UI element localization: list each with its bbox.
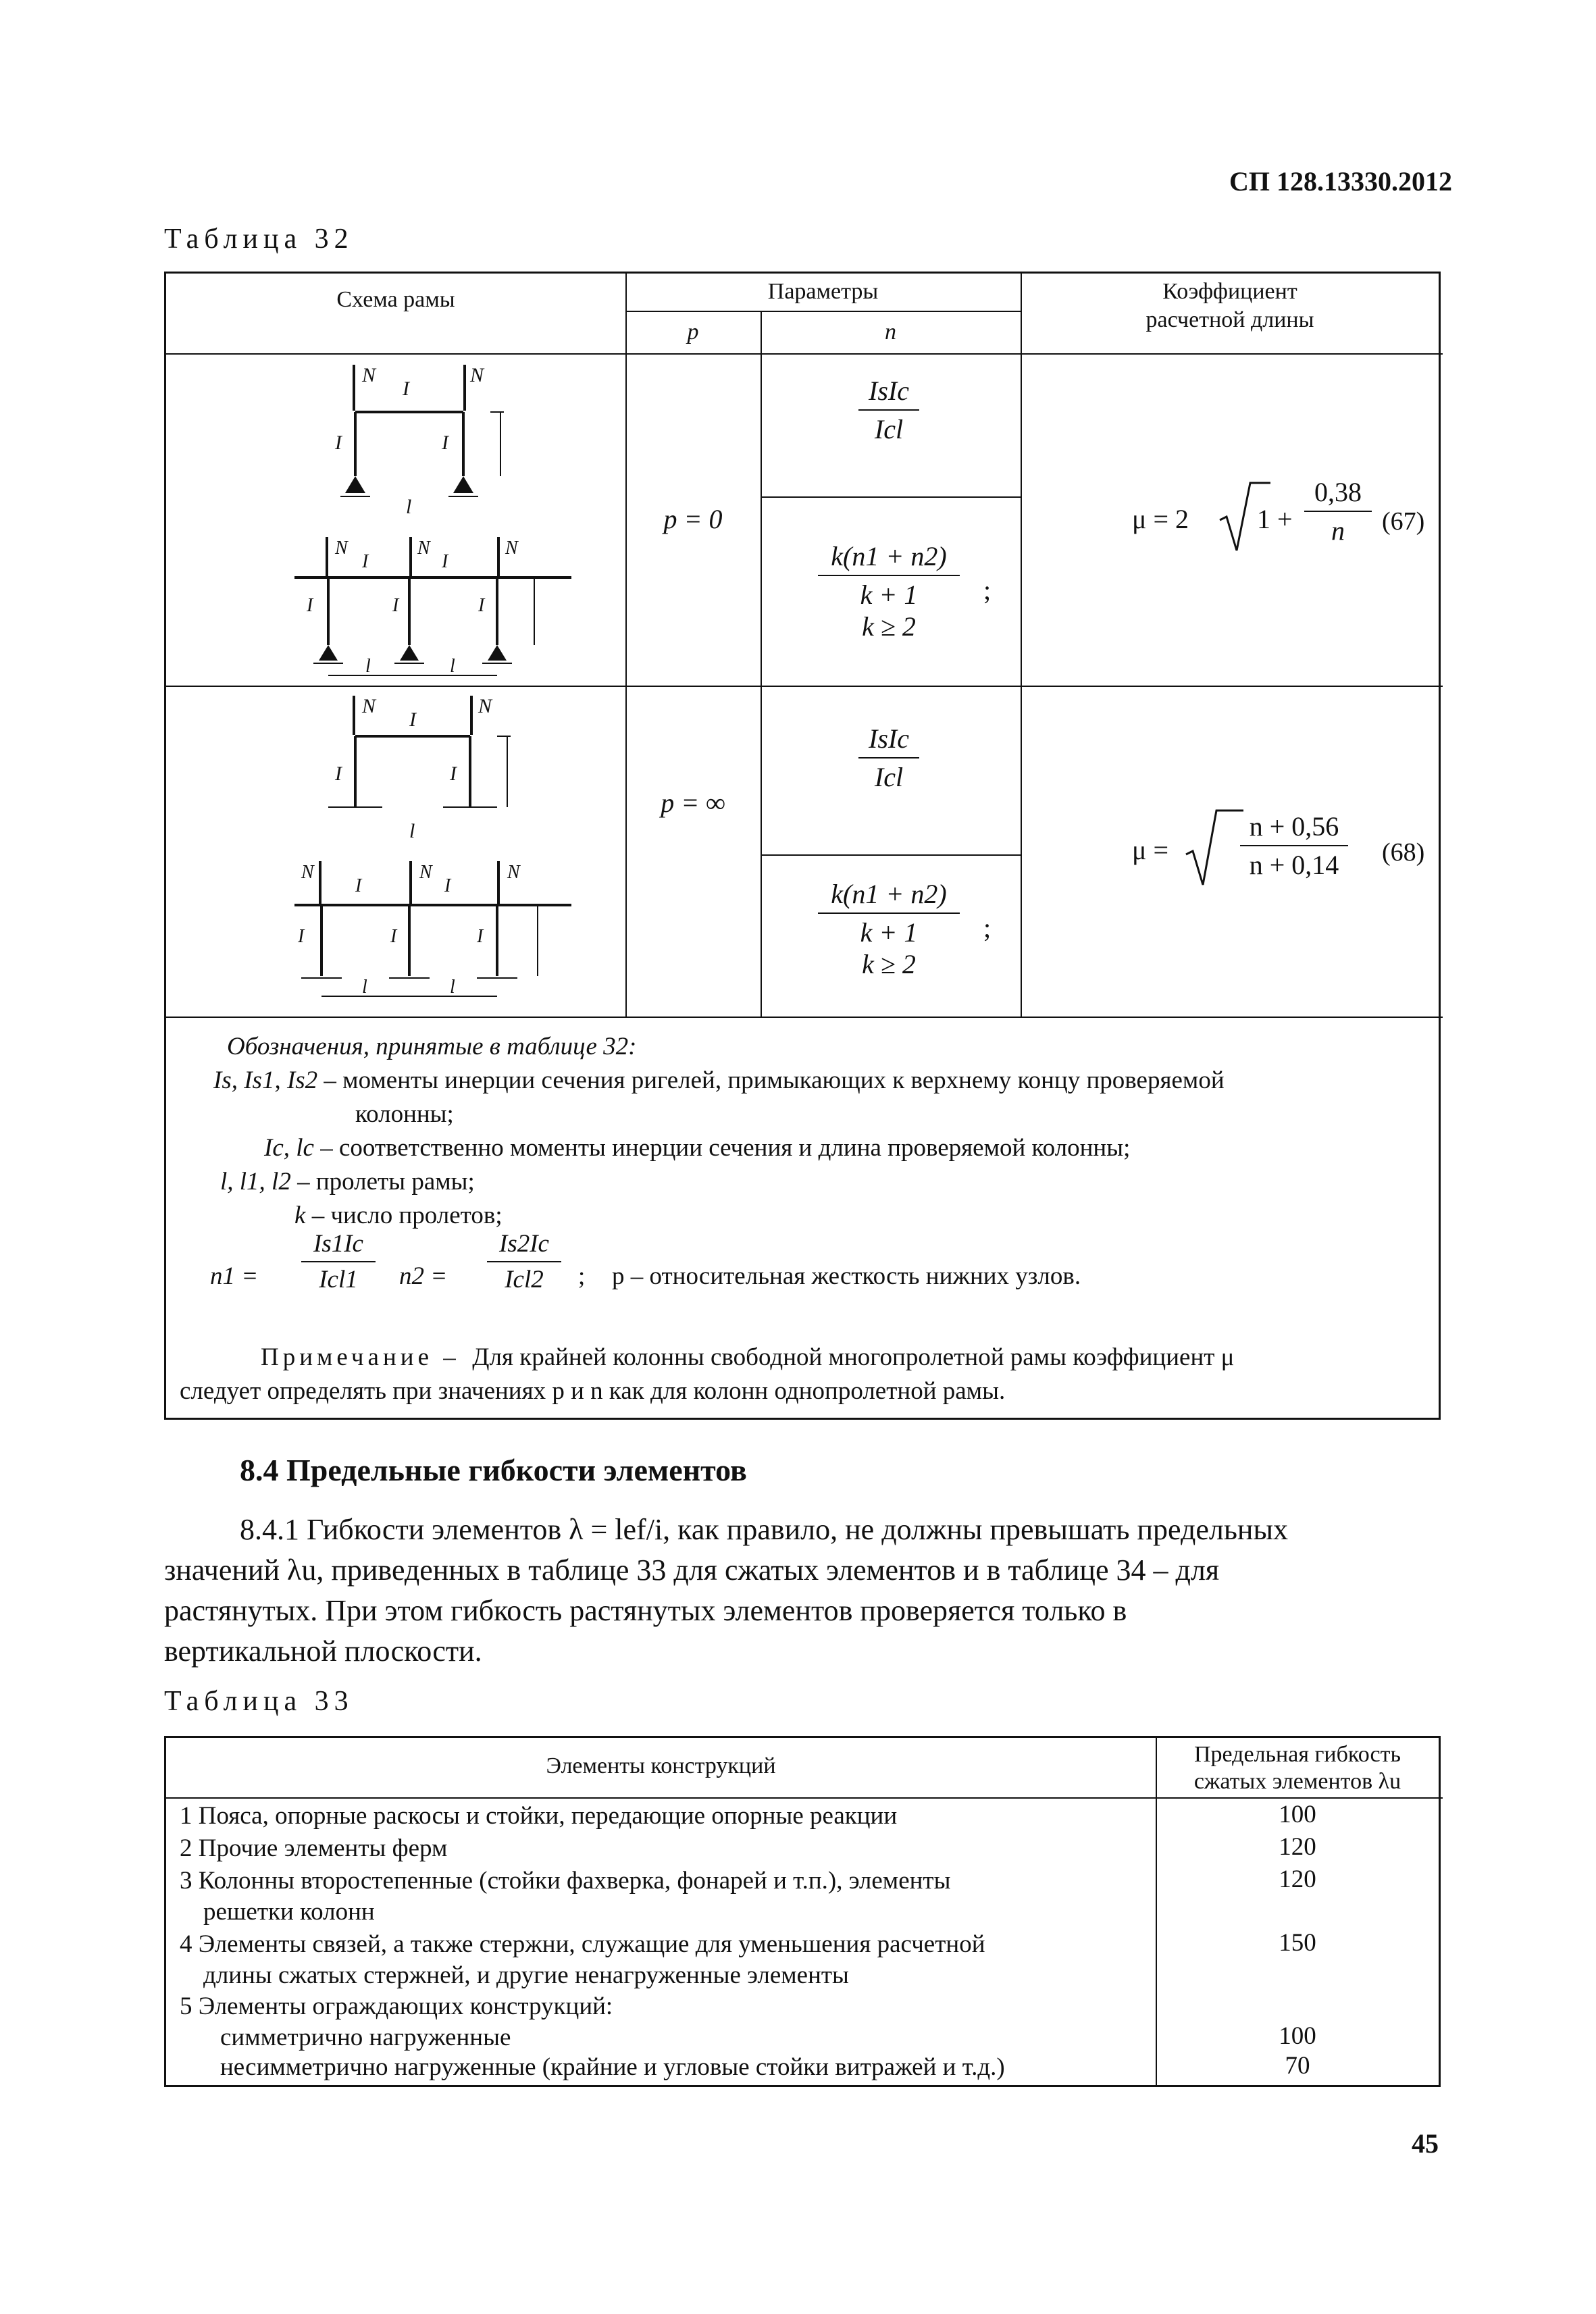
- svg-text:I: I: [442, 432, 448, 454]
- t33-header-elements: Элементы конструкций: [546, 1753, 776, 1778]
- svg-text:N: N: [362, 364, 376, 386]
- svg-text:I: I: [392, 595, 399, 616]
- document-code: СП 128.13330.2012: [1229, 166, 1452, 197]
- table-row: несимметрично нагруженные (крайние и угловые стойки витражей и т.д.): [220, 2053, 1005, 2081]
- notes-title: Обозначения, принятые в таблице 32:: [227, 1033, 637, 1060]
- svg-text:I: I: [477, 926, 484, 947]
- page-number: 45: [1412, 2128, 1439, 2159]
- svg-text:l: l: [450, 656, 455, 677]
- header-coef-2: расчетной длины: [1145, 307, 1314, 332]
- t33-header-limit-1: Предельная гибкость: [1193, 1742, 1401, 1767]
- n2-frac: Is2Ic Icl2: [477, 1229, 571, 1294]
- header-params: Параметры: [767, 279, 879, 304]
- eq-number-68: (68): [1382, 838, 1425, 867]
- svg-text:I: I: [478, 595, 485, 616]
- row1-mu-prefix: μ = 2: [1132, 504, 1189, 534]
- table-row: симметрично нагруженные: [220, 2024, 511, 2051]
- svg-text:I: I: [362, 551, 369, 572]
- svg-text:I: I: [442, 551, 448, 572]
- table-row: 2 Прочие элементы ферм: [180, 1834, 448, 1862]
- frame-diagram-single-span-fixed: [267, 689, 619, 1013]
- notes-line4: k – число пролетов;: [294, 1202, 503, 1229]
- notes-line2: Ic, lc – соответственно моменты инерции сечения и длина проверяемой колонны;: [264, 1134, 1131, 1162]
- table-row: 4 Элементы связей, а также стержни, служащие для уменьшения расчетной: [180, 1930, 985, 1958]
- header-coef-1: Коэффициент: [1162, 279, 1297, 304]
- svg-text:I: I: [409, 709, 416, 731]
- table-row: 5 Элементы ограждающих конструкций:: [180, 1992, 613, 2020]
- row1-mu-frac: 0,38 n: [1301, 476, 1375, 546]
- section-title: 8.4 Предельные гибкости элементов: [240, 1453, 747, 1487]
- svg-text:l: l: [450, 977, 455, 998]
- n2-lhs: n2 =: [399, 1262, 448, 1290]
- svg-text:N: N: [470, 364, 484, 386]
- table-row: 1 Пояса, опорные раскосы и стойки, передающие опорные реакции: [180, 1802, 898, 1830]
- svg-text:N: N: [505, 538, 518, 559]
- header-scheme: Схема рамы: [336, 287, 455, 312]
- notes-line3: l, l1, l2 – пролеты рамы;: [220, 1168, 475, 1195]
- row2-p: p = ∞: [661, 788, 725, 818]
- table32-caption: Таблица 32: [164, 224, 354, 255]
- svg-text:N: N: [507, 862, 520, 883]
- t33-header-limit-2: сжатых элементов λu: [1193, 1769, 1401, 1794]
- para-line1: 8.4.1 Гибкости элементов λ = lef/i, как правило, не должны превышать предельных: [240, 1513, 1289, 1546]
- svg-text:I: I: [444, 875, 451, 896]
- row1-n-top: IsIc Icl: [815, 375, 963, 445]
- svg-text:N: N: [335, 538, 348, 559]
- row2-semicolon: ;: [983, 912, 992, 943]
- notes-line1: Is, Is1, Is2 – моменты инерции сечения ригелей, примыкающих к верхнему концу проверяемой: [213, 1066, 1225, 1094]
- remark-line2: следует определять при значениях p и n как для колонн однопролетной рамы.: [180, 1377, 1006, 1405]
- frame-diagram-single-span-hinged: [267, 358, 619, 682]
- table-cell-value: 100: [1279, 2022, 1316, 2050]
- svg-text:I: I: [307, 595, 313, 616]
- n1-frac: Is1Ic Icl1: [291, 1229, 386, 1294]
- svg-text:I: I: [403, 378, 409, 400]
- remark-line1: Примечание – Для крайней колонны свободной многопролетной рамы коэффициент μ: [261, 1343, 1235, 1371]
- para-line3: растянутых. При этом гибкость растянутых элементов проверяется только в: [164, 1594, 1127, 1627]
- table-cell-value: 70: [1285, 2052, 1310, 2080]
- table-cell-value: 120: [1279, 1866, 1316, 1893]
- svg-text:N: N: [478, 695, 492, 717]
- header-p: p: [687, 319, 699, 344]
- svg-text:N: N: [301, 862, 314, 883]
- svg-text:l: l: [409, 820, 415, 842]
- table-cell-value: 120: [1279, 1833, 1316, 1861]
- svg-text:N: N: [362, 695, 376, 717]
- table32: Схема рамы Параметры p n Коэффициент расчетной длины N I N I I l N I N I N I I I l l p = 0 IsIc Icl k(n1 + n2) k + 1 k ≥ 2 ; μ = 2 1 + 0,38 n (67) N I N I I l N I N I N I I I l l p = ∞ IsIc Icl k(n1 + n2) k + 1 k ≥ 2 ; μ = n + 0,56 n + 0,14 (68) Обозначения, принятые в таблице 32: Is, Is1, Is2 – моменты инерции сечения ригелей, примыкающих к верхнему концу проверяемой колонны; Ic, lc – соответственно моменты инерции сечения и длина проверяемой колонны; l, l1, l2 – пролеты рамы; k – число пролетов; n1 = Is1Ic Icl1 n2 = Is2Ic Icl2 ; p – относительная жесткость нижних узлов. Примечание – Для крайней колонны свободной многопролетной рамы коэффициент μ следует определять при значениях p и n как для колонн однопролетной рамы.: [164, 272, 1441, 1420]
- svg-text:I: I: [355, 875, 362, 896]
- svg-text:I: I: [298, 926, 305, 947]
- para-line2: значений λu, приведенных в таблице 33 для сжатых элементов и в таблице 34 – для: [164, 1553, 1220, 1587]
- svg-text:N: N: [417, 538, 430, 559]
- table33-caption: Таблица 33: [164, 1686, 354, 1717]
- table-row: 3 Колонны второстепенные (стойки фахверка, фонарей и т.п.), элементы: [180, 1867, 951, 1895]
- svg-text:l: l: [365, 656, 371, 677]
- row2-mu-frac: n + 0,56 n + 0,14: [1233, 811, 1355, 881]
- header-n: n: [885, 319, 896, 344]
- svg-text:N: N: [419, 862, 432, 883]
- svg-text:l: l: [362, 977, 367, 998]
- table-row: длины сжатых стержней, и другие ненагруженные элементы: [203, 1961, 849, 1989]
- svg-text:I: I: [335, 432, 342, 454]
- row1-n-bottom: k(n1 + n2) k + 1 k ≥ 2: [794, 540, 983, 642]
- row2-n-bottom: k(n1 + n2) k + 1 k ≥ 2: [794, 878, 983, 980]
- svg-text:I: I: [335, 763, 342, 785]
- table-cell-value: 150: [1279, 1929, 1316, 1957]
- svg-text:l: l: [406, 496, 412, 518]
- notes-line1-cont: колонны;: [355, 1100, 454, 1128]
- row2-mu-prefix: μ =: [1132, 835, 1169, 865]
- p-desc: p – относительная жесткость нижних узлов.: [612, 1262, 1081, 1290]
- eq-number-67: (67): [1382, 507, 1425, 536]
- svg-text:I: I: [450, 763, 457, 785]
- table33: [164, 1736, 1441, 2087]
- row1-mu-one: 1 +: [1257, 504, 1293, 534]
- n1-lhs: n1 =: [210, 1262, 259, 1290]
- para-line4: вертикальной плоскости.: [164, 1635, 482, 1668]
- row2-n-top: IsIc Icl: [815, 723, 963, 793]
- table-row: решетки колонн: [203, 1898, 375, 1926]
- svg-text:I: I: [390, 926, 397, 947]
- row1-semicolon: ;: [983, 575, 992, 605]
- row1-p: p = 0: [663, 504, 723, 534]
- table-cell-value: 100: [1279, 1801, 1316, 1828]
